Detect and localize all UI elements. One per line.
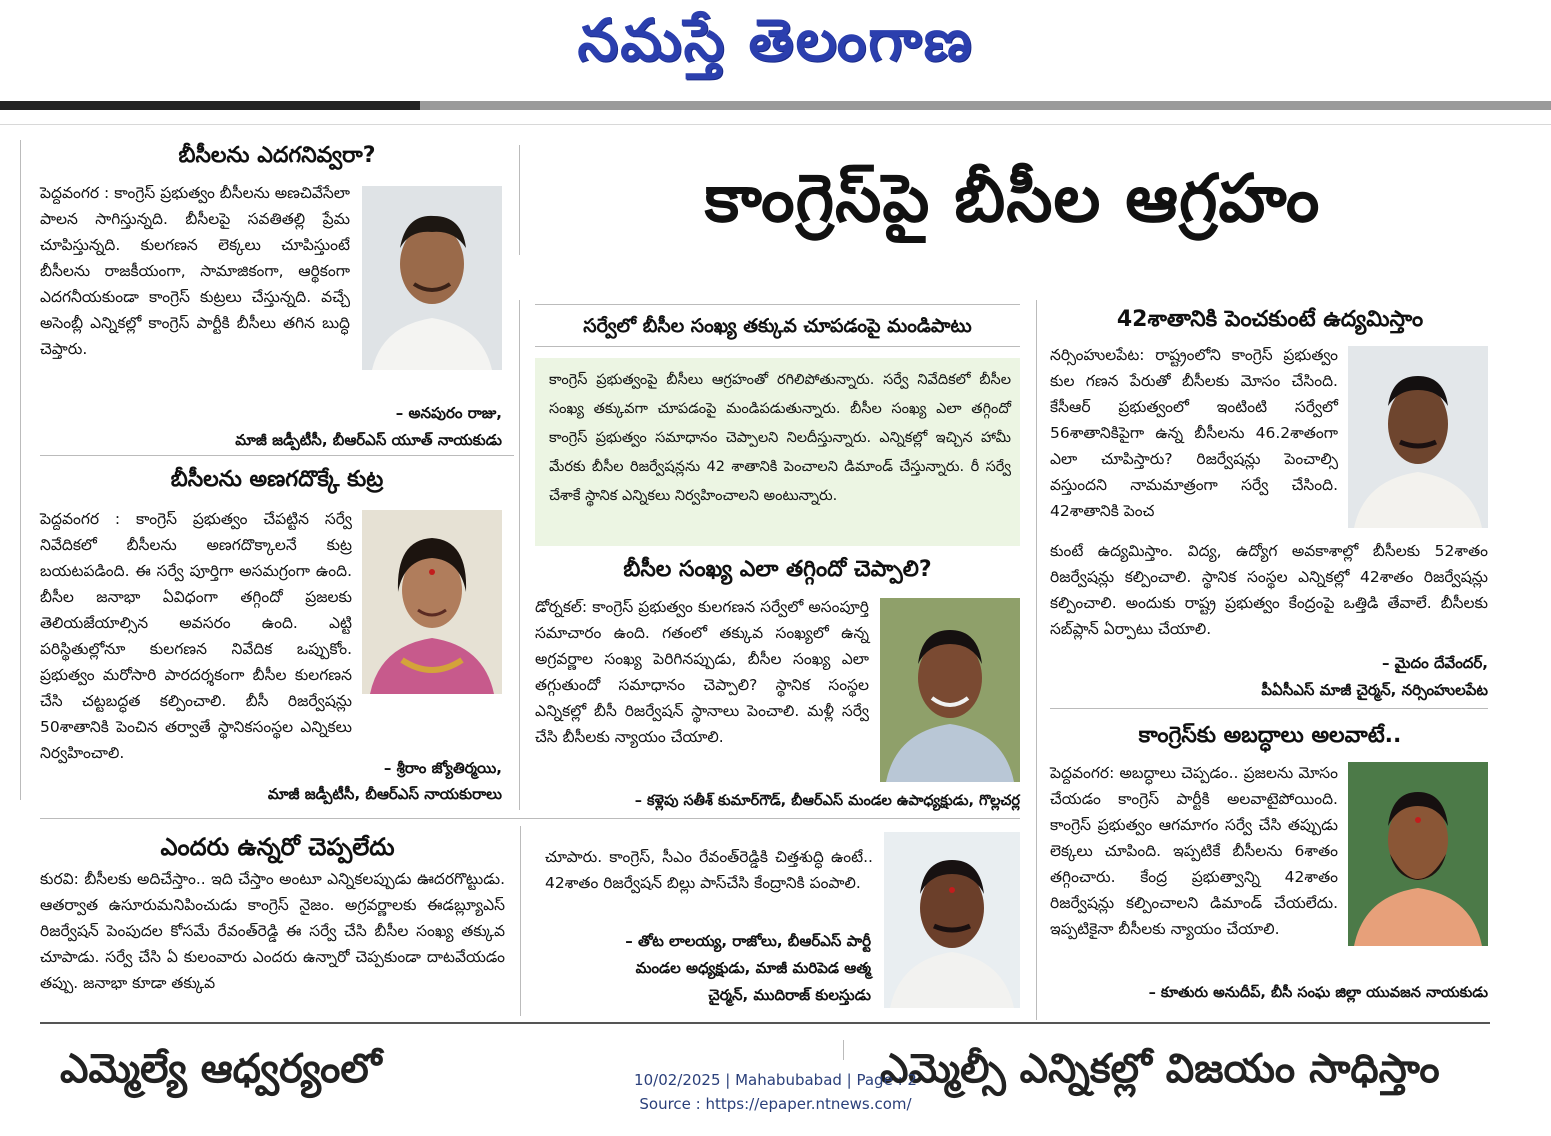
article-1-photo <box>362 186 502 370</box>
kicker: సర్వేలో బీసీల సంఖ్య తక్కువ చూపడంపై మండిపాటు <box>583 315 972 337</box>
lead-text: కాంగ్రెస్ ప్రభుత్వంపై బీసీలు ఆగ్రహంతో రగిలిపోతున్నారు. సర్వే నివేదికలో బీసీల సంఖ్య తక్కువగా చూపడంపై మండిపడుతున్నారు. బీసీల సంఖ్య ఎలా తగ్గిందో కాంగ్రెస్ ప్రభుత్వం సమాధానం చెప్పాలని నిలదీస్తున్నారు. ఎన్నికల్లో ఇచ్చిన హామీ మేరకు బీసీల రిజర్వేషన్లను 42 శాతానికి పెంచాలని డిమాండ్ చేస్తున్నారు. రీ సర్వే చేశాకే స్థానిక ఎన్నికలు నిర్వహించాలని అంటున్నారు. <box>549 372 1011 504</box>
left-margin-divider <box>20 140 21 800</box>
masthead-rule-dark <box>0 101 420 110</box>
cutoff-headline-left: ఎమ్మెల్యే ఆధ్వర్యంలో <box>60 1046 382 1092</box>
article-1-body: పెద్దవంగర : కాంగ్రెస్ ప్రభుత్వం బీసీలను అణచివేసేలా పాలన సాగిస్తున్నది. బీసీలపై సవతితల్లి ప్రేమ చూపిస్తున్నది. కులగణన లెక్కలు చూపిస్తుంటే బీసీలను రాజకీయంగా, సామాజికంగా, ఆర్థికంగా ఎదగనీయకుండా కాంగ్రెస్ కుట్రలు చేస్తున్నది. వచ్చే అసెంబ్లీ ఎన్నికల్లో కాంగ్రెస్ పార్టీకి బీసీలు తగిన బుద్ధి చెప్తారు. <box>40 184 350 358</box>
article-4-photo <box>1348 346 1488 528</box>
footer <box>0 1068 1551 1116</box>
article-1-byline-role: మాజీ జడ్పీటీసీ, బీఆర్ఎస్ యూత్ నాయకుడు <box>235 431 502 449</box>
article-6-byline-2: మండల అధ్యక్షుడు, మాజీ మరిపెడ ఆత్మ <box>635 959 871 977</box>
kicker-rule-bottom <box>535 346 1020 347</box>
article-4-byline-role: పీఏసీఎస్ మాజీ చైర్మన్, నర్సింహులపేట <box>1261 681 1488 699</box>
article-3-byline: – కళ్లెపు సతీశ్ కుమార్‌గౌడ్, బీఆర్ఎస్ మండల ఉపాధ్యక్షుడు, గొల్లచర్ల <box>634 793 1020 809</box>
article-6-byline-3: చైర్మన్, ముదిరాజ్ కులస్తుడు <box>708 986 871 1004</box>
article-5-byline: – కూతురు అనుదీప్, బీసీ సంఘ జిల్లా యువజన నాయకుడు <box>1148 985 1488 1001</box>
article-2-photo <box>362 510 502 694</box>
column-divider-1 <box>519 300 520 810</box>
article-2-body-top <box>40 506 352 762</box>
lead-box <box>535 358 1020 546</box>
column-divider-bottom <box>520 826 521 1016</box>
article-2-body: పెద్దవంగర : కాంగ్రెస్ ప్రభుత్వం చేపట్టిన సర్వే నివేదికలో బీసీలను అణగదొక్కాలనే కుట్ర బయటపడింది. ఈ సర్వే పూర్తిగా అసమగ్రంగా ఉంది. బీసీల జనాభా ఏవిధంగా తగ్గిందో ప్రజలకు తెలియజేయాల్సిన అవసరం ఉంది. ఎట్టి పరిస్థితుల్లోనూ కులగణన నివేదిక ఒప్పుకోం. ప్రభుత్వం మరోసారి పారదర్శకంగా బీసీల కులగణన చేసి చట్టబద్ధత కల్పించాలి. బీసీ రిజర్వేషన్లు 50శాతానికి పెంచిన తర్వాతే స్థానికసంస్థల ఎన్నికలు నిర్వహించాలి. <box>40 510 352 762</box>
article-4-body-top: నర్సింహులపేట: రాష్ట్రంలోని కాంగ్రెస్ ప్రభుత్వం కుల గణన పేరుతో బీసీలకు మోసం చేసింది. కేసీఆర్ ప్రభుత్వంలో ఇంటింటి సర్వేలో 56శాతానికిపైగా ఉన్న బీసీలను 46.2శాతంగా ఎలా చూపిస్తారు? రిజర్వేషన్లు పెంచాల్సి వస్తుందని నామమాత్రంగా సర్వే చేసింది. 42శాతానికి పెంచ <box>1050 346 1338 520</box>
article-1-byline-name: – అనపురం రాజు, <box>395 404 502 422</box>
article-5-heading: కాంగ్రెస్‌కు అబద్ధాలు అలవాటే.. <box>1138 723 1402 748</box>
article-6-photo <box>884 832 1020 1008</box>
article-6-byline-1: – తోట లాలయ్య, రాజోలు, బీఆర్ఎస్ పార్టీ <box>625 932 871 950</box>
article-3-heading: బీసీల సంఖ్య ఎలా తగ్గిందో చెప్పాలి? <box>623 557 932 582</box>
article-1-heading: బీసీలను ఎదగనివ్వరా? <box>178 143 376 168</box>
masthead-title: నమస్తే తెలంగాణ <box>577 6 974 74</box>
divider-bottom-section <box>40 818 1020 819</box>
footer-date-edition: 10/02/2025 | Mahabubabad | Page : 2 <box>634 1071 917 1089</box>
divider-left-col <box>40 455 514 456</box>
article-2-byline-name: – శ్రీరాం జ్యోతిర్మయి, <box>383 759 502 777</box>
divider-right-col <box>1050 708 1488 709</box>
main-headline: కాంగ్రెస్‌పై బీసీల ఆగ్రహం <box>704 160 1321 237</box>
article-4-heading: 42శాతానికి పెంచకుంటే ఉద్యమిస్తాం <box>1116 307 1424 332</box>
divider-cutoff <box>843 1040 844 1060</box>
article-3-photo <box>880 598 1020 782</box>
article-5-photo <box>1348 762 1488 946</box>
article-4-body-bottom: కుంటే ఉద్యమిస్తాం. విద్య, ఉద్యోగ అవకాశాల్లో బీసీలకు 52శాతం రిజర్వేషన్లు కల్పించాలి. స్థానిక సంస్థల ఎన్నికల్లో 42శాతం రిజర్వేషన్లు కల్పించాలి. అందుకు రాష్ట్ర ప్రభుత్వం కేంద్రంపై ఒత్తిడి తేవాలే. బీసీలకు సబ్‌ప్లాన్ ఏర్పాటు చేయాలి. <box>1050 542 1488 638</box>
article-3-body: డోర్నకల్: కాంగ్రెస్ ప్రభుత్వం కులగణన సర్వేలో అసంపూర్తి సమాచారం ఉంది. గతంలో తక్కువ సంఖ్యలో ఉన్న అగ్రవర్ణాల సంఖ్య పెరిగినప్పుడు, బీసీల సంఖ్య ఎలా తగ్గుతుందో సమాధానం చెప్పాలి? స్థానిక సంస్థల ఎన్నికల్లో బీసీ రిజర్వేషన్ స్థానాలు పెంచాలి. మళ్లీ సర్వే చేసి బీసీలకు న్యాయం చేయాలి. <box>535 598 869 746</box>
article-2-heading: బీసీలను అణగదొక్కే కుట్ర <box>170 467 384 492</box>
footer-source[interactable]: Source : https://epaper.ntnews.com/ <box>639 1095 912 1113</box>
article-6-body-left: కురవి: బీసీలకు అదిచేస్తాం.. ఇది చేస్తాం అంటూ ఎన్నికలప్పుడు ఊదరగొట్టుడు. ఆతర్వాత ఉసూరుమనిపించుడు కాంగ్రెస్ నైజం. అగ్రవర్ణాలకు ఈడబ్ల్యూఎస్ రిజర్వేషన్ పెంపుదల కోసమే రేవంత్‌రెడ్డి ఈ సర్వే చేసి బీసీల సంఖ్య తక్కువ చూపాడు. సర్వే చేసి ఏ కులంవారు ఎందరు ఉన్నారో చెప్పకుండా దాటవేయడం తప్పు. జనాభా కూడా తక్కువ <box>40 870 505 992</box>
masthead-rule-grey <box>420 101 1551 110</box>
article-4-byline-name: – మైదం దేవేందర్, <box>1381 654 1488 672</box>
divider-page-bottom <box>40 1022 1490 1024</box>
column-divider-1-top <box>519 145 520 255</box>
cutoff-headline-right: ఎమ్మెల్సీ ఎన్నికల్లో విజయం సాధిస్తాం <box>880 1046 1440 1092</box>
article-6-body-right: చూపారు. కాంగ్రెస్, సీఎం రేవంత్‌రెడ్డికి చిత్తశుద్ధి ఉంటే.. 42శాతం రిజర్వేషన్ బిల్లు పాస్‌చేసి కేంద్రానికి పంపాలి. <box>545 848 873 892</box>
page-top-line <box>0 124 1551 125</box>
article-2-byline-role: మాజీ జడ్పీటీసీ, బీఆర్ఎస్ నాయకురాలు <box>267 785 502 803</box>
column-divider-2 <box>1036 300 1037 1020</box>
article-5-body: పెద్దవంగర: అబద్ధాలు చెప్పడం.. ప్రజలను మోసం చేయడం కాంగ్రెస్ పార్టీకి అలవాటైపోయింది. కాంగ్రెస్ ప్రభుత్వం ఆగమాగం సర్వే చేసి తప్పుడు లెక్కలు చూపింది. ఇప్పటికే బీసీలను 6శాతం తగ్గించారు. కేంద్ర ప్రభుత్వాన్ని 42శాతం రిజర్వేషన్లు కల్పించాలని డిమాండ్ చేయలేదు. ఇప్పటికైనా బీసీలకు న్యాయం చేయాలి. <box>1050 764 1338 938</box>
masthead <box>0 0 1551 96</box>
kicker-rule-top <box>535 304 1020 305</box>
article-6-heading: ఎందరు ఉన్నరో చెప్పలేదు <box>160 833 395 861</box>
